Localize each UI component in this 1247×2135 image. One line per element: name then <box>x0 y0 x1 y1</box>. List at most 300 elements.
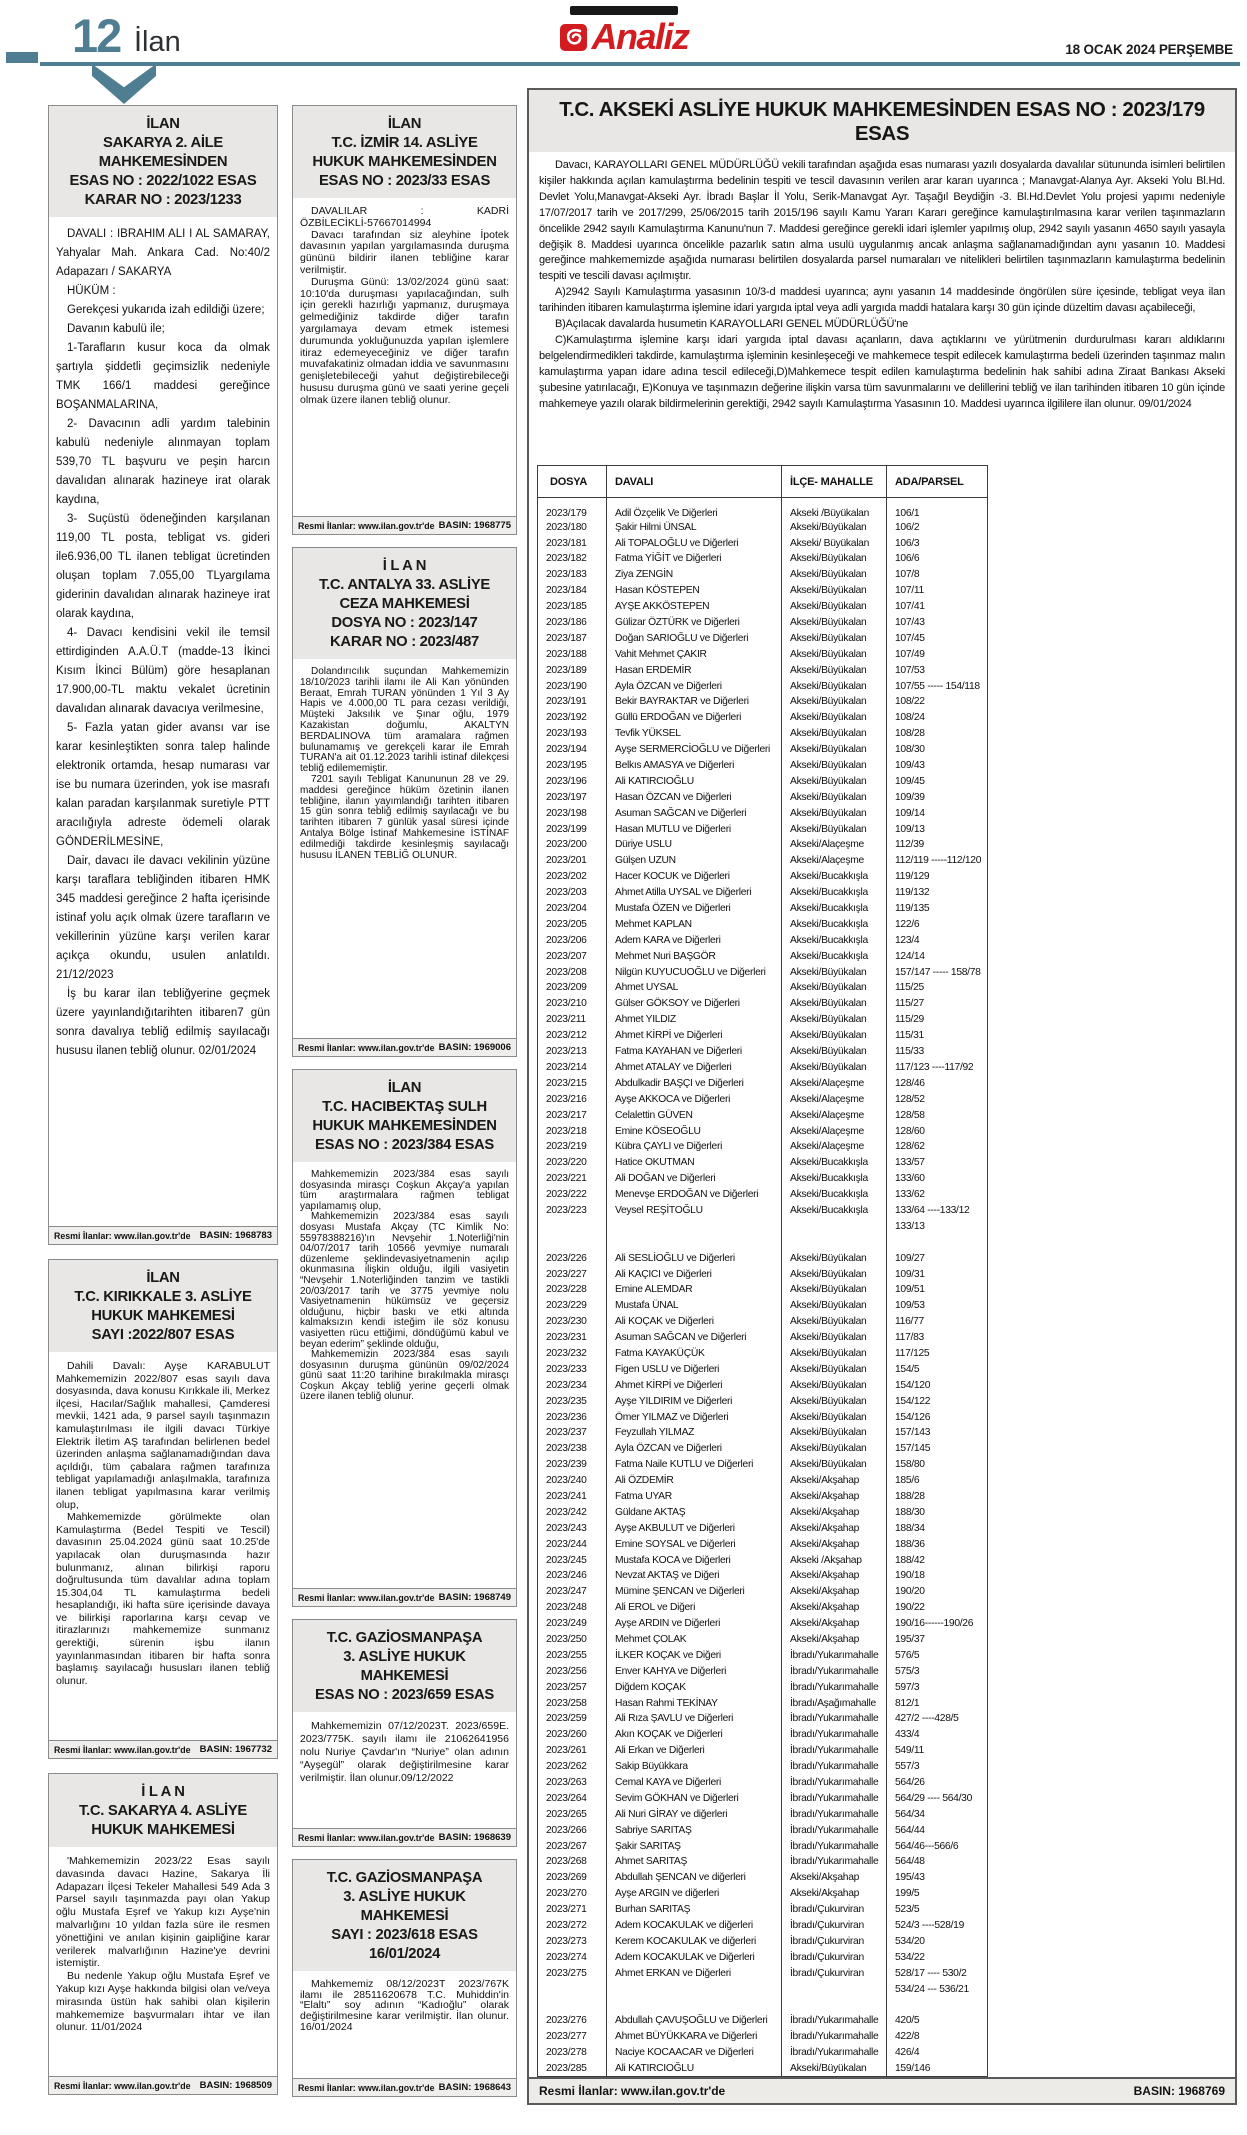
announcement-heading <box>293 1070 516 1162</box>
announcement-footer <box>293 516 516 534</box>
parcel-row <box>538 599 988 615</box>
davali-cell: Nevzat AKTAŞ ve Diğeri <box>607 1568 782 1584</box>
ada-parsel-cell: 109/43 <box>887 758 988 774</box>
akseki-body <box>529 152 1235 459</box>
ada-parsel-cell: 154/126 <box>887 1409 988 1425</box>
davali-cell: Adem KOCAKULAK ve Diğerleri <box>607 1949 782 1965</box>
announcement-col2-4 <box>292 1619 517 1847</box>
ilce-cell: İbradı/Çukurviran <box>782 1949 887 1965</box>
ilce-cell: Akseki /Akşahap <box>782 1552 887 1568</box>
dosya-cell: 2023/215 <box>546 1077 587 1089</box>
ada-parsel-cell: 154/122 <box>887 1393 988 1409</box>
announcement-paragraph: Mahkememizin 2023/384 esas sayılı dosyası Mustafa Akçay (TC Kimlik No: 55978388216)'ın Nevşehir 1.Noterliği'nin 04/07/2017 tarih 10566 yevmiye numaralı düzenleme şeklindevasiyetnamenin açılıp okunmasına ilişkin olduğu, ilgili vasiyetin “Nevşehir 1.Noterliğinden tanzim ve tastikli 20/03/2017 tarih ve 3775 yevmiye nolu Vasiyetnamenin hükümsüz ve geçersiz olduğunu, hiçbir baskı ve etki altında kalmaksızın kendi isteğim ile söz konusu vasiyetten rücu ettiğimi, döndüğümü kabul ve beyan ederim” şeklinde olduğu, <box>300 1211 509 1350</box>
davali-cell: Cemal KAYA ve Diğerleri <box>607 1775 782 1791</box>
ada-parsel-cell: 564/29 ---- 564/30 <box>887 1790 988 1806</box>
parcel-table-header-row <box>538 465 988 497</box>
ada-parsel-cell: 107/8 <box>887 567 988 583</box>
ada-parsel-cell: 107/55 ----- 154/118 <box>887 678 988 694</box>
ilce-cell: Akseki/Alaçeşme <box>782 1139 887 1155</box>
announcement-paragraph: Davacı tarafından siz aleyhine İpotek davasının yapılan yargılamasında duruşma gününü bildirir ilanen tebliğine karar verilmiştir. <box>300 228 509 276</box>
davali-cell: Emine SOYSAL ve Diğerleri <box>607 1536 782 1552</box>
parcel-row <box>538 1679 988 1695</box>
davali-cell: Asuman SAĞCAN ve Diğerleri <box>607 1330 782 1346</box>
announcement-paragraph: Mahkememizin 07/12/2023T. 2023/659E. 2023/775K. sayılı ilamı ile 21062641956 nolu Nuriye Çavdar'ın “Nuriye” olan adının “Ayşegül” olarak değiştirilmesine karar verilmiştir. İlan olunur.09/12/2022 <box>300 1720 509 1784</box>
davali-cell: Ayşe SERMERCİOĞLU ve Diğerleri <box>607 742 782 758</box>
parcel-row <box>538 1314 988 1330</box>
ada-parsel-cell: 106/1 <box>887 497 988 519</box>
davali-cell: Adil Özçelik Ve Diğerleri <box>607 497 782 519</box>
parcel-row <box>538 615 988 631</box>
ilce-cell: Akseki/Büyükalan <box>782 2061 887 2077</box>
parcel-row <box>538 583 988 599</box>
dosya-cell: 2023/240 <box>546 1475 587 1487</box>
ada-parsel-cell: 195/43 <box>887 1870 988 1886</box>
davali-cell: Ayşe YILDIRIM ve Diğerleri <box>607 1393 782 1409</box>
ilce-cell: Akseki/Akşahap <box>782 1584 887 1600</box>
announcement-paragraph: Mahkememiz 08/12/2023T 2023/767K ilamı ile 28511620678 T.C. Muhiddin'in “Elaltı” soy adının “Kadıoğlu” olarak değiştirilmesine karar verilmiştir. İlan olunur. 16/01/2024 <box>300 1978 509 2033</box>
ilce-cell: İbradı/Çukurviran <box>782 1902 887 1918</box>
parcel-row-spacer <box>538 1218 988 1234</box>
ada-parsel-cell: 157/145 <box>887 1441 988 1457</box>
announcements-column-2 <box>292 105 517 2109</box>
parcel-row <box>538 1933 988 1949</box>
parcel-row <box>538 1091 988 1107</box>
parcel-row <box>538 567 988 583</box>
announcement-title-line: HUKUK MAHKEMESİ <box>91 1308 235 1324</box>
page-number: 12 <box>72 9 121 62</box>
davali-cell: Burhan SARITAŞ <box>607 1902 782 1918</box>
ada-parsel-cell: 188/28 <box>887 1489 988 1505</box>
dosya-cell: 2023/266 <box>546 1824 587 1836</box>
announcement-body <box>293 659 516 1038</box>
davali-cell: Ayşe AKBULUT ve Diğerleri <box>607 1520 782 1536</box>
davali-cell: Ahmet YILDIZ <box>607 1012 782 1028</box>
parcel-row <box>538 853 988 869</box>
announcement-title-line: İLAN <box>146 116 180 132</box>
announcement-body <box>293 1712 516 1828</box>
ada-parsel-cell: 190/20 <box>887 1584 988 1600</box>
parcel-row <box>538 1775 988 1791</box>
dosya-cell: 2023/241 <box>546 1490 587 1502</box>
davali-cell: Fatma KAYAKÜÇÜK <box>607 1346 782 1362</box>
dosya-cell: 2023/237 <box>546 1427 587 1439</box>
ilce-cell: Akseki/Büyükalan <box>782 1361 887 1377</box>
announcement-paragraph: 2- Davacının adli yardım talebinin kabulü nedeniyle alınmayan toplam 539,70 TL başvuru ve peşin harcın davalıdan alınarak hazineye irat olarak kaydına, <box>56 418 270 506</box>
dosya-cell: 2023/211 <box>546 1014 586 1026</box>
ada-parsel-cell: 534/22 <box>887 1949 988 1965</box>
parcel-row <box>538 821 988 837</box>
davali-cell: Şakir Hilmi ÜNSAL <box>607 519 782 535</box>
dosya-cell: 2023/232 <box>546 1347 587 1359</box>
davali-cell: Ayla ÖZCAN ve Diğerleri <box>607 1441 782 1457</box>
davali-cell: Fatma UYAR <box>607 1489 782 1505</box>
ada-parsel-cell: 117/125 <box>887 1346 988 1362</box>
ada-parsel-cell: 575/3 <box>887 1663 988 1679</box>
announcement-paragraph: Mahkememizin 2023/384 esas sayılı dosyasının duruşma gününün 09/02/2024 günü saat 11:20 tarihine bırakılmakla mirasçı Coşkun Akçay tebliğ yerine geçerli olmak üzere ilanen tebliğ olunur. <box>300 1349 509 1403</box>
ilce-cell: Akseki/Büyükalan <box>782 1393 887 1409</box>
ada-parsel-cell: 528/17 ---- 530/2 <box>887 1965 988 1981</box>
announcement-body <box>293 1162 516 1588</box>
davali-cell: Hatice OKUTMAN <box>607 1155 782 1171</box>
parcel-row <box>538 1012 988 1028</box>
page-date: 18 OCAK 2024 PERŞEMBE <box>1065 42 1233 57</box>
basin-number: BASIN: 1968639 <box>438 1832 511 1843</box>
ilce-cell: Akseki/Büyükalan <box>782 1377 887 1393</box>
ilce-cell: Akseki/Büyükalan <box>782 519 887 535</box>
announcement-title-line: T.C. GAZİOSMANPAŞA <box>326 1630 483 1646</box>
dosya-cell: 2023/274 <box>546 1951 587 1963</box>
davali-cell: Mehmet ÇOLAK <box>607 1632 782 1648</box>
ilce-cell: Akseki/Akşahap <box>782 1504 887 1520</box>
ada-parsel-cell: 128/58 <box>887 1107 988 1123</box>
dosya-cell: 2023/273 <box>546 1935 587 1947</box>
parcel-row <box>538 1695 988 1711</box>
parcel-row <box>538 726 988 742</box>
ada-parsel-cell: 133/13 <box>887 1218 988 1234</box>
parcel-row <box>538 1949 988 1965</box>
dosya-cell: 2023/189 <box>546 664 587 676</box>
parcel-row <box>538 1155 988 1171</box>
ilce-cell: Akseki/Büyükalan <box>782 1409 887 1425</box>
ilce-cell: Akseki/Akşahap <box>782 1886 887 1902</box>
dosya-cell: 2023/192 <box>546 712 587 724</box>
dosya-cell: 2023/275 <box>546 1967 587 1979</box>
ilce-cell: Akseki/Alaçeşme <box>782 1107 887 1123</box>
ada-parsel-cell: 128/62 <box>887 1139 988 1155</box>
davali-cell: Ali Erkan ve Diğerleri <box>607 1743 782 1759</box>
davali-cell: Güllü ERDOĞAN ve Diğerleri <box>607 710 782 726</box>
ada-parsel-cell: 109/39 <box>887 789 988 805</box>
dosya-cell: 2023/271 <box>546 1904 587 1916</box>
announcement-title-line: MAHKEMESİ <box>360 1908 449 1924</box>
ilce-cell <box>782 1234 887 1250</box>
announcement-paragraph: 3- Suçüstü ödeneğinden karşılanan 119,00 TL posta, tebligat vs. gideri ile6.936,00 TL ilanen tebligat ücretinden oluşan toplam 7.055,00 TLyargılama giderinin davalıdan alınarak hazineye irat olarak kaydına, <box>56 513 270 620</box>
announcement-paragraph: DAVALILAR : KADRİ ÖZBİLECİKLİ-57667014994 <box>300 205 509 229</box>
dosya-cell: 2023/229 <box>546 1300 587 1312</box>
davali-cell: Hasan MUTLU ve Diğerleri <box>607 821 782 837</box>
ilce-cell: Akseki/Büyükalan <box>782 980 887 996</box>
dosya-cell: 2023/272 <box>546 1920 587 1932</box>
davali-cell: Ali Nuri GİRAY ve diğerleri <box>607 1806 782 1822</box>
dosya-cell: 2023/209 <box>546 982 587 994</box>
davali-cell: Ahmet SARITAŞ <box>607 1854 782 1870</box>
dosya-cell: 2023/269 <box>546 1872 587 1884</box>
parcel-row <box>538 837 988 853</box>
ilce-cell: Akseki/Büyükalan <box>782 1282 887 1298</box>
parcel-row <box>538 1425 988 1441</box>
dosya-cell: 2023/188 <box>546 648 587 660</box>
resmi-ilanlar-label: Resmi İlanlar: www.ilan.gov.tr'de <box>298 2082 435 2093</box>
ilce-cell: İbradı/Yukarımahalle <box>782 1759 887 1775</box>
announcement-footer <box>49 1226 277 1244</box>
ada-parsel-cell: 812/1 <box>887 1695 988 1711</box>
ada-parsel-cell: 122/6 <box>887 916 988 932</box>
ilce-cell: İbradı/Yukarımahalle <box>782 1854 887 1870</box>
ilce-cell: Akseki/Büyükalan <box>782 726 887 742</box>
parcel-row <box>538 1393 988 1409</box>
announcement-title-line: ESAS NO : 2023/384 ESAS <box>315 1137 494 1153</box>
column-header-ada-parsel: ADA/PARSEL <box>887 465 988 497</box>
announcement-title-line: 3. ASLİYE HUKUK <box>343 1889 466 1905</box>
parcel-row <box>538 678 988 694</box>
ilce-cell: Akseki/Büyükalan <box>782 1044 887 1060</box>
parcel-row <box>538 1409 988 1425</box>
announcement-paragraph: Duruşma Günü: 13/02/2024 günü saat: 10:10'da duruşması yapılacağından, sulh için gerekli hazırlığı yapmanız, duruşmaya gelmediğiniz takdirde diğer tarafın yargılamaya devam etmek istemesi durumunda yokluğunuzda yapılan işlemlere itiraz edemeyeceğiniz ve diğer tarafın muvafakatiniz olmadan iddia ve savunmasını genişletebileceği yahut değiştirebileceği hususu duruşma günü ve saati yerine geçeli olmak üzere ilanen tebliğ olunur. <box>300 275 509 406</box>
dosya-cell: 2023/255 <box>546 1649 587 1661</box>
announcement-title-line: İLAN <box>387 1080 422 1096</box>
announcement-body <box>293 1971 516 2078</box>
ilce-cell: Akseki/Bucakkışla <box>782 932 887 948</box>
ilce-cell: Akseki/Bucakkışla <box>782 916 887 932</box>
ada-parsel-cell: 523/5 <box>887 1902 988 1918</box>
announcement-paragraph: İş bu karar ilan tebliğyerine geçmek üzere yayınlandığıtarihten itibaren7 gün sonra davalıya tebliğ edilmiş sayılacağı hususu ilanen tebliğ olunur. 02/01/2024 <box>56 988 270 1057</box>
ilce-cell: İbradı/Çukurviran <box>782 1918 887 1934</box>
announcement-title-line: HUKUK MAHKEMESİ <box>91 1822 235 1838</box>
ilce-cell: Akseki/Bucakkışla <box>782 901 887 917</box>
ilce-cell: İbradı/Yukarımahalle <box>782 1743 887 1759</box>
parcel-row <box>538 694 988 710</box>
ada-parsel-cell: 158/80 <box>887 1457 988 1473</box>
announcement-paragraph: Davanın kabulü ile; <box>67 323 165 335</box>
davali-cell: Hacer KOCUK ve Diğerleri <box>607 869 782 885</box>
ilce-cell: Akseki/Büyükalan <box>782 1346 887 1362</box>
dosya-cell: 2023/203 <box>546 887 587 899</box>
parcel-row <box>538 1346 988 1362</box>
davali-cell: Mustafa ÖZEN ve Diğerleri <box>607 901 782 917</box>
ada-parsel-cell: 107/49 <box>887 646 988 662</box>
dosya-cell: 2023/223 <box>546 1204 587 1216</box>
parcel-row <box>538 1584 988 1600</box>
davali-cell: Celalettin GÜVEN <box>607 1107 782 1123</box>
akseki-paragraph: A)2942 Sayılı Kamulaştırma yasasının 10/3-d maddesi uyarınca; aynı yasanın 14 maddesinde öngörülen süre içesinde, tebligat veya ilan tarihinden itibaren kamulaştırma işlemine idari yargıda iptal veya adli yargıda maddi hatalara karşı 30 gün içinde düzeltim davası açabileceği, <box>539 286 1225 315</box>
announcement-heading <box>49 1260 277 1352</box>
dosya-cell: 2023/250 <box>546 1634 587 1645</box>
announcement-title-line: İLAN <box>387 116 422 132</box>
ilce-cell: Akseki/Alaçeşme <box>782 853 887 869</box>
davali-cell: Ali KATIRCIOĞLU <box>607 2061 782 2077</box>
dosya-cell: 2023/247 <box>546 1586 587 1598</box>
resmi-ilanlar-label: Resmi İlanlar: www.ilan.gov.tr'de <box>54 2080 191 2091</box>
ada-parsel-cell: 190/18 <box>887 1568 988 1584</box>
davali-cell: Ali SESLİOĞLU ve Diğerleri <box>607 1250 782 1266</box>
parcel-row <box>538 1663 988 1679</box>
parcel-row <box>538 1536 988 1552</box>
ilce-cell: Akseki/Akşahap <box>782 1520 887 1536</box>
ada-parsel-cell: 123/4 <box>887 932 988 948</box>
dosya-cell: 2023/238 <box>546 1443 587 1455</box>
parcel-row <box>538 1123 988 1139</box>
ilce-cell: Akseki/Akşahap <box>782 1870 887 1886</box>
ada-parsel-cell: 190/16------190/26 <box>887 1616 988 1632</box>
ilce-cell: Akseki/Büyükalan <box>782 567 887 583</box>
announcement-col2-3 <box>292 1069 517 1607</box>
ilce-cell: İbradı/Yukarımahalle <box>782 1790 887 1806</box>
announcement-title-line: 3. ASLİYE HUKUK <box>343 1649 466 1665</box>
davali-cell: AYŞE AKKÖSTEPEN <box>607 599 782 615</box>
basin-number: BASIN: 1968749 <box>438 1592 511 1603</box>
ilce-cell: Akseki/Büyükalan <box>782 742 887 758</box>
parcel-row <box>538 710 988 726</box>
announcement-title-line: HUKUK MAHKEMESİNDEN <box>312 1118 497 1134</box>
davali-cell: Sakip Büyükkara <box>607 1759 782 1775</box>
ilce-cell: Akseki/Büyükalan <box>782 1028 887 1044</box>
ilce-cell: Akseki/Büyükalan <box>782 1250 887 1266</box>
ada-parsel-cell: 597/3 <box>887 1679 988 1695</box>
dosya-cell: 2023/276 <box>546 2015 587 2027</box>
davali-cell <box>607 1218 782 1234</box>
davali-cell: Nilgün KUYUCUOĞLU ve Diğerleri <box>607 964 782 980</box>
parcel-row <box>538 1282 988 1298</box>
davali-cell: Ahmet KİRPİ ve Diğerleri <box>607 1028 782 1044</box>
ada-parsel-cell: 128/52 <box>887 1091 988 1107</box>
ada-parsel-cell: 128/46 <box>887 1075 988 1091</box>
davali-cell: Asuman SAĞCAN ve Diğerleri <box>607 805 782 821</box>
column-header-ilce-mahalle: İLÇE- MAHALLE <box>782 465 887 497</box>
ada-parsel-cell: 534/20 <box>887 1933 988 1949</box>
announcement-title-line: SAYI : 2023/618 ESAS <box>331 1927 478 1943</box>
ilce-cell: Akseki/Akşahap <box>782 1536 887 1552</box>
ada-parsel-cell: 564/44 <box>887 1822 988 1838</box>
dosya-cell: 2023/277 <box>546 2031 587 2043</box>
ilce-cell: Akseki/Alaçeşme <box>782 837 887 853</box>
akseki-title: T.C. AKSEKİ ASLİYE HUKUK MAHKEMESİNDEN ESAS NO : 2023/179 ESAS <box>529 90 1235 152</box>
ada-parsel-cell: 108/28 <box>887 726 988 742</box>
davali-cell: Hasan ERDEMİR <box>607 662 782 678</box>
announcement-title-line: ESAS NO : 2023/33 ESAS <box>318 173 491 189</box>
announcement-paragraph: 5- Fazla yatan gider avansı var ise karar kesinleştikten sonra talep halinde elektronik ortamda, hesap numarası var ise bu numara üzerinden, yok ise masrafı kalan paradan karşılanmak suretiyle PTT aracılığıyla adreste ödemeli olarak GÖNDERİLMESİNE, <box>56 722 270 848</box>
parcel-row <box>538 662 988 678</box>
ada-parsel-cell: 564/26 <box>887 1775 988 1791</box>
dosya-cell: 2023/213 <box>546 1046 587 1058</box>
resmi-ilanlar-label: Resmi İlanlar: www.ilan.gov.tr'de <box>54 1744 191 1755</box>
ilce-cell: İbradı/Yukarımahalle <box>782 2045 887 2061</box>
announcement-col2-2 <box>292 547 517 1057</box>
parcel-row <box>538 1854 988 1870</box>
dosya-cell: 2023/227 <box>546 1268 587 1280</box>
ada-parsel-cell: 133/64 ----133/12 <box>887 1203 988 1219</box>
davali-cell: İLKER KOÇAK ve Diğeri <box>607 1647 782 1663</box>
dosya-cell: 2023/195 <box>546 760 587 772</box>
akseki-paragraph: Davacı, KARAYOLLARI GENEL MÜDÜRLÜĞÜ vekili tarafından aşağıda esas numarası yazılı dosyalarda davalılar sütununda isimleri belirtilen kişiler hakkında açılan kamulaştırma bedelinin tespiti ve tescil davasının verilen arar kararı uyarınca ; Manavgat-Alanya Ayr. Akseki Yolu Bl.Hd. Devlet Yolu,Manavgat-Akseki Ayr. İbradı Başlar İl Yolu, Serik-Manavgat Ayr. Taşağıl Beydiğin -3. Bl.Hd.Devlet Yolu projesi yapımı nedeniyle 17/07/2017 tarih ve 2017/299, 25/06/2015 tarih 2015/196 sayılı Kamu Yararı Kararı gereğince kamulaştırılmasına karar verilen taşınmazların öncelikle 2942 sayılı Kamulaştırma Kanunu'nun 7. Maddesi gereğince gerekli idari işlemler yapılmış olup, 2942 sayılı yasanın 4650 sayılı yasayla değişik 8. Maddesi uyarınca öncelikle pazarlık satın alma usulü uygulanmış ancak anlaşma sağlanamadığından aynı yasanın 10. Maddesi gereğince mahkememizde aşağıda numarası belirtilen dosyalarda parsel numaraları ve nitelikleri belirtilen taşınmazların kamulaştırma bedelinin tespiti ve tescili davası açılmıştır. <box>539 159 1225 283</box>
dosya-cell: 2023/235 <box>546 1395 587 1407</box>
parcel-row <box>538 1266 988 1282</box>
parcel-row <box>538 1600 988 1616</box>
davali-cell: Mehmet Nuri BAŞGÖR <box>607 948 782 964</box>
parcel-row <box>538 1616 988 1632</box>
parcel-row <box>538 948 988 964</box>
announcement-title-line: ESAS NO : 2023/659 ESAS <box>315 1687 494 1703</box>
akseki-paragraph: C)Kamulaştırma işlemine karşı idari yargıda iptal davası açanların, dava açtıklarını ve yürütmenin durdurulması kararı aldıklarını belgelendirmedikleri takdirde, kamulaştırma işleminin kesinleşeceği ve mahkemece tespit edilecek kamulaştırma bedeli üzerinden taşınmaz malın kamulaştırma yapan idare adına tescil edileceği,D)Mahkemece tespit edilen kamulaştırma bedelinin hak sahibi adına Ziraat Bankası Akseki şubesine yatırılacağı, E)Konuya ve taşınmazın değerine ilişkin varsa tüm savunmalarını ve delillerini tebliğ ve ilan tarihinden itibaren 10 gün içinde mahkemeye yazılı olarak bildirmelerinin gerektiği, 2942 sayılı Kamulaştırma Yasasının 10. Maddesi uyarınca ilgililere ilan olunur. 09/01/2024 <box>539 333 1225 410</box>
davali-cell: Ayşe AKKOCA ve Diğerleri <box>607 1091 782 1107</box>
parcel-row <box>538 1187 988 1203</box>
ada-parsel-cell: 133/62 <box>887 1187 988 1203</box>
davali-cell: Akın KOÇAK ve Diğerleri <box>607 1727 782 1743</box>
resmi-ilanlar-label: Resmi İlanlar: www.ilan.gov.tr'de <box>298 1042 435 1053</box>
announcement-heading <box>293 1860 516 1971</box>
ada-parsel-cell: 534/24 --- 536/21 <box>887 1981 988 1997</box>
ada-parsel-cell: 117/83 <box>887 1330 988 1346</box>
logo-wordmark: Analiz <box>591 16 689 57</box>
ada-parsel-cell: 576/5 <box>887 1647 988 1663</box>
ilce-cell: Akseki/Büyükalan <box>782 599 887 615</box>
ilce-cell: İbradı/Yukarımahalle <box>782 1727 887 1743</box>
dosya-cell: 2023/259 <box>546 1713 587 1725</box>
ilce-cell: Akseki/Akşahap <box>782 1600 887 1616</box>
ilce-cell: Akseki/Büyükalan <box>782 821 887 837</box>
announcement-heading <box>293 106 516 198</box>
davali-cell: Güldane AKTAŞ <box>607 1504 782 1520</box>
davali-cell: Ziya ZENGİN <box>607 567 782 583</box>
ilce-cell: Akseki/Büyükalan <box>782 1060 887 1076</box>
ilce-cell: Akseki/Bucakkışla <box>782 1187 887 1203</box>
ada-parsel-cell: 557/3 <box>887 1759 988 1775</box>
ada-parsel-cell: 159/146 <box>887 2061 988 2077</box>
parcel-row <box>538 551 988 567</box>
parcel-row <box>538 1203 988 1219</box>
parcel-row <box>538 1075 988 1091</box>
announcement-title-line: T.C. ANTALYA 33. ASLİYE <box>319 577 490 593</box>
dosya-cell: 2023/261 <box>546 1745 587 1757</box>
parcel-row <box>538 932 988 948</box>
davali-cell: Ali EROL ve Diğeri <box>607 1600 782 1616</box>
dosya-cell: 2023/207 <box>546 950 587 962</box>
ada-parsel-cell: 112/119 -----112/120 <box>887 853 988 869</box>
ilce-cell: Akseki/Büyükalan <box>782 1457 887 1473</box>
davali-cell: Ayşe ARGIN ve diğerleri <box>607 1886 782 1902</box>
announcement-title-line: KARAR NO : 2023/487 <box>330 634 479 650</box>
parcel-row <box>538 1457 988 1473</box>
announcement-title-line: T.C. GAZİOSMANPAŞA <box>326 1870 483 1886</box>
resmi-ilanlar-label: Resmi İlanlar: www.ilan.gov.tr'de <box>298 520 435 531</box>
ada-parsel-cell: 115/25 <box>887 980 988 996</box>
ilce-cell: Akseki/Büyükalan <box>782 805 887 821</box>
davali-cell: Ali TOPALOĞLU ve Diğerleri <box>607 535 782 551</box>
dosya-cell <box>538 1234 607 1250</box>
announcements-column-1 <box>48 105 278 2109</box>
ada-parsel-cell: 116/77 <box>887 1314 988 1330</box>
dosya-cell: 2023/187 <box>546 632 587 644</box>
parcel-row <box>538 789 988 805</box>
parcel-row <box>538 916 988 932</box>
davali-cell: Gülşen UZUN <box>607 853 782 869</box>
ada-parsel-cell: 199/5 <box>887 1886 988 1902</box>
davali-cell: Adem KARA ve Diğerleri <box>607 932 782 948</box>
parcel-row <box>538 2029 988 2045</box>
dosya-cell: 2023/190 <box>546 680 587 692</box>
ilce-cell: Akseki/Bucakkışla <box>782 1203 887 1219</box>
parcel-row <box>538 1870 988 1886</box>
dosya-cell: 2023/234 <box>546 1379 587 1391</box>
analiz-logo-icon <box>558 22 588 52</box>
dosya-cell: 2023/264 <box>546 1792 587 1804</box>
ilce-cell: Akseki /Büyükalan <box>782 497 887 519</box>
ada-parsel-cell: 133/57 <box>887 1155 988 1171</box>
dosya-cell: 2023/248 <box>546 1602 587 1614</box>
dosya-cell: 2023/193 <box>546 728 587 740</box>
ada-parsel-cell: 185/6 <box>887 1473 988 1489</box>
announcement-title-line: KARAR NO : 2023/1233 <box>84 192 242 208</box>
announcement-paragraph: DAVALI : IBRAHIM ALI I AL SAMARAY, Yahyalar Mah. Ankara Cad. No:40/2 Adapazarı / SAKARYA <box>56 228 270 278</box>
dosya-cell <box>538 1218 607 1234</box>
parcel-row <box>538 869 988 885</box>
ilce-cell: Akseki/Büyükalan <box>782 1314 887 1330</box>
ilce-cell: İbradı/Aşağımahalle <box>782 1695 887 1711</box>
akseki-paragraph: B)Açılacak davalarda husumetin KARAYOLLARI GENEL MÜDÜRLÜĞÜ'ne <box>555 318 909 331</box>
davali-cell: Naciye KOCAACAR ve Diğerleri <box>607 2045 782 2061</box>
davali-cell: Ömer YILMAZ ve Diğerleri <box>607 1409 782 1425</box>
ada-parsel-cell: 190/22 <box>887 1600 988 1616</box>
ada-parsel-cell <box>887 1997 988 2013</box>
